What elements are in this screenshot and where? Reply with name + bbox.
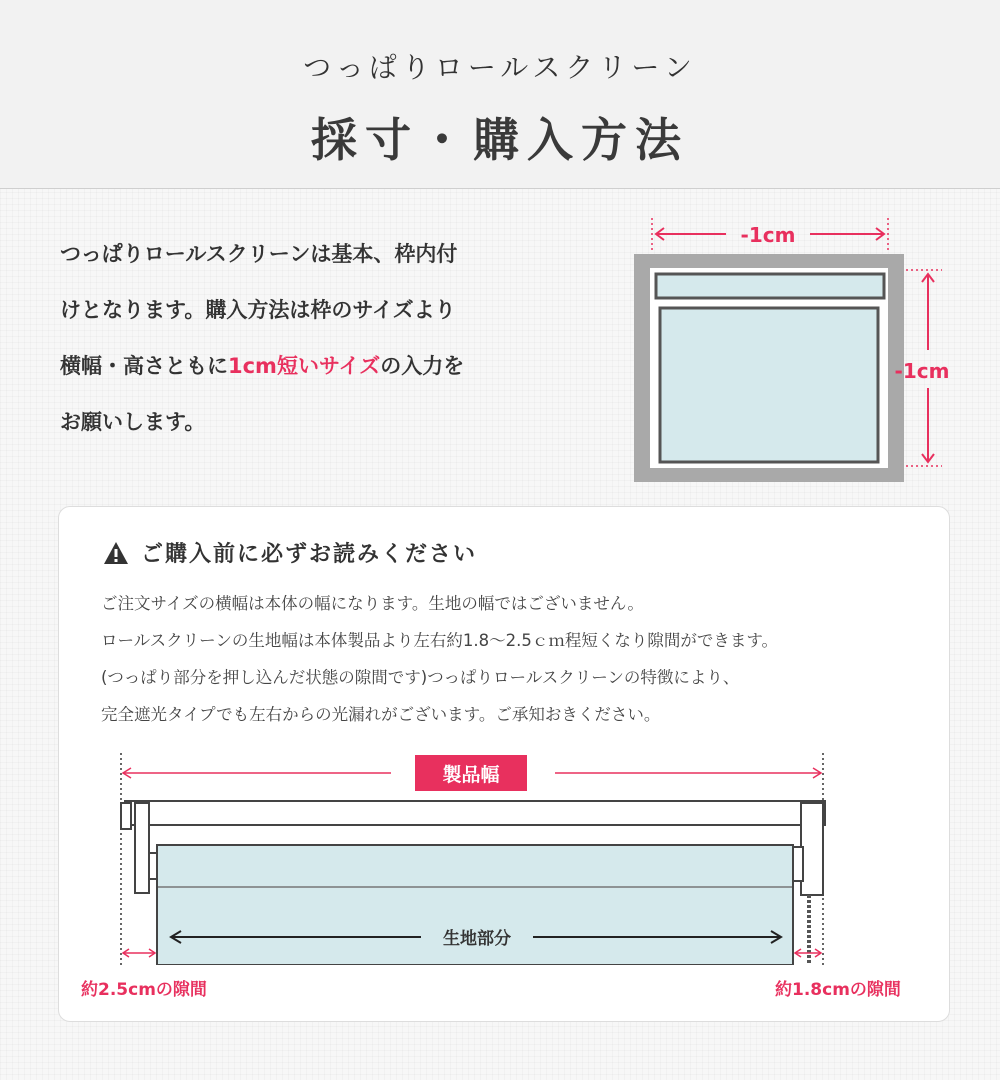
intro-line: つっぱりロールスクリーンは基本、枠内付 (60, 242, 458, 266)
product-width-label: 製品幅 (442, 764, 500, 786)
right-gap-label: 約1.8cmの隙間 (775, 980, 901, 1000)
width-label: -1cm (740, 223, 796, 247)
notice-line: ご注文サイズの横幅は本体の幅になります。生地の幅ではございません。 (101, 594, 644, 613)
intro-highlight: 1cm短いサイズ (228, 354, 381, 378)
blind-fabric (660, 308, 878, 462)
left-bracket (135, 803, 149, 893)
notice-line: 完全遮光タイプでも左右からの光漏れがございます。ご承知おきください。 (101, 705, 661, 724)
header (0, 0, 1000, 189)
page-title: 採寸・購入方法 (311, 113, 689, 167)
intro-line: けとなります。購入方法は枠のサイズより (60, 298, 456, 322)
roll-head (656, 274, 884, 298)
intro-line (60, 338, 580, 394)
height-label: -1cm (894, 359, 950, 383)
notice-title: ご購入前に必ずお読みください (141, 542, 478, 567)
left-gap-label: 約2.5cmの隙間 (81, 980, 207, 1000)
frame-measure-diagram (630, 210, 970, 490)
notice-card (58, 506, 950, 1022)
fabric-bottom-mask (156, 965, 796, 969)
product-width-diagram (59, 507, 949, 1021)
right-clip (793, 847, 803, 881)
intro-text (60, 226, 580, 450)
intro-line: お願いします。 (60, 410, 206, 434)
left-clip (149, 853, 157, 879)
intro-line-text: の入力を (380, 354, 465, 378)
notice-line: (つっぱり部分を押し込んだ状態の隙間です)つっぱりロールスクリーンの特徴により、 (101, 668, 740, 687)
intro-line-text: 横幅・高さともに (60, 354, 228, 378)
notice-line: ロールスクリーンの生地幅は本体製品より左右約1.8～2.5ｃｍ程短くなり隙間ができます。 (101, 631, 779, 650)
tension-bar (125, 801, 825, 825)
right-bracket (801, 803, 823, 895)
page-subtitle: つっぱりロールスクリーン (303, 51, 697, 84)
fabric-width-label: 生地部分 (443, 929, 511, 949)
left-end-cap (121, 803, 131, 829)
